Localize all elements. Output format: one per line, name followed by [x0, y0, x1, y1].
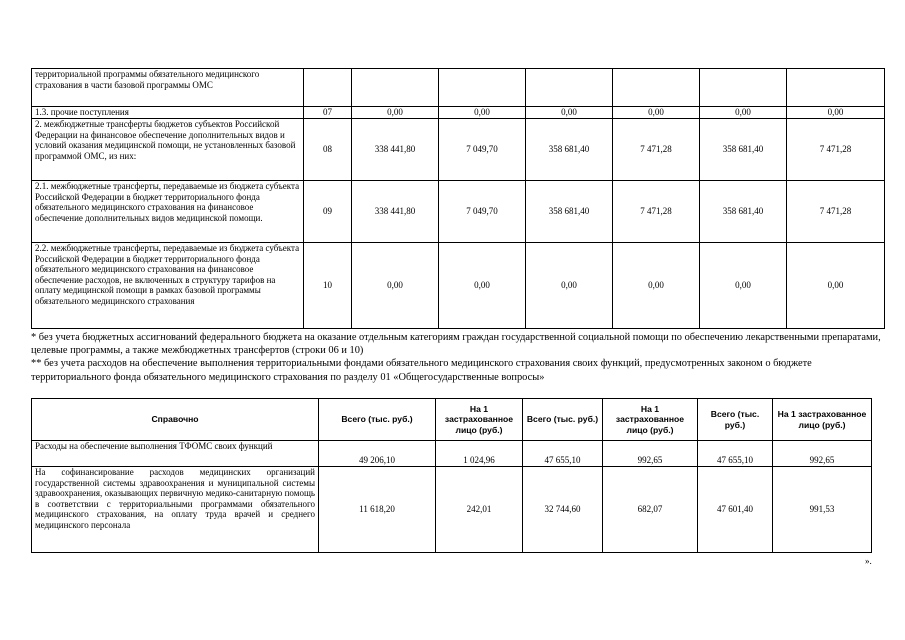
cell-value: 0,00 — [613, 107, 700, 119]
cell-value: 7 471,28 — [613, 181, 700, 243]
cell-value: 49 206,10 — [319, 441, 436, 467]
table-header-row — [32, 399, 872, 441]
cell-value: 992,65 — [603, 441, 698, 467]
cell-value: 7 049,70 — [439, 181, 526, 243]
table-row — [32, 181, 885, 243]
cell-value: 47 655,10 — [523, 441, 603, 467]
row-code: 07 — [304, 107, 352, 119]
footnote: ** без учета расходов на обеспечение выполнения территориальными фондами обязательного медицинского страхования своих функций, предусмотренных законом о бюджете территориального фонда обязательного медицинского страхования по разделу 01 «Общегосударственные вопросы» — [31, 358, 812, 383]
table-row — [32, 243, 885, 329]
row-label: Расходы на обеспечение выполнения ТФОМС своих функций — [32, 441, 319, 467]
cell-value: 0,00 — [439, 107, 526, 119]
row-code: 08 — [304, 119, 352, 181]
cell-value: 7 471,28 — [787, 119, 885, 181]
cell-value: 1 024,96 — [436, 441, 523, 467]
cell-value: 0,00 — [700, 243, 787, 329]
column-header: Всего (тыс. руб.) — [698, 399, 773, 441]
row-label: На софинансирование расходов медицинских организаций государственной системы здравоохранения и муниципальной системы здравоохранения, оказывающих первичную медико-санитарную помощь в соответствии с территориальными программами обязательного медицинского страхования, на оплату труда врачей и среднего медицинского персонала — [32, 467, 319, 553]
row-label: 1.3. прочие поступления — [32, 107, 304, 119]
row-label: 2.1. межбюджетные трансферты, передаваемые из бюджета субъекта Российской Федерации в бюджет территориального фонда обязательного медицинского страхования на финансовое обеспечение дополнительных видов медицинской помощи. — [32, 181, 304, 243]
cell-value: 358 681,40 — [700, 181, 787, 243]
cell-value — [352, 69, 439, 107]
column-header: Всего (тыс. руб.) — [523, 399, 603, 441]
cell-value — [526, 69, 613, 107]
table-row — [32, 107, 885, 119]
cell-value: 242,01 — [436, 467, 523, 553]
cell-value: 32 744,60 — [523, 467, 603, 553]
cell-value: 47 655,10 — [698, 441, 773, 467]
cell-value: 0,00 — [787, 107, 885, 119]
cell-value: 992,65 — [773, 441, 872, 467]
financing-table — [31, 68, 885, 329]
cell-value: 7 471,28 — [613, 119, 700, 181]
cell-value: 0,00 — [352, 243, 439, 329]
cell-value: 7 471,28 — [787, 181, 885, 243]
cell-value: 0,00 — [526, 107, 613, 119]
column-header: На 1 застрахованное лицо (руб.) — [436, 399, 523, 441]
cell-value: 0,00 — [787, 243, 885, 329]
cell-value — [439, 69, 526, 107]
column-header: Справочно — [32, 399, 319, 441]
cell-value — [787, 69, 885, 107]
cell-value: 11 618,20 — [319, 467, 436, 553]
row-label: территориальной программы обязательного медицинского страхования в части базовой программы ОМС — [32, 69, 304, 107]
row-code — [304, 69, 352, 107]
cell-value: 0,00 — [439, 243, 526, 329]
column-header: На 1 застрахованное лицо (руб.) — [603, 399, 698, 441]
row-label: 2. межбюджетные трансферты бюджетов субъектов Российской Федерации на финансовое обеспечение дополнительных видов и условий оказания медицинской помощи, не установленных базовой программой ОМС, из них: — [32, 119, 304, 181]
cell-value — [613, 69, 700, 107]
cell-value: 47 601,40 — [698, 467, 773, 553]
reference-table — [31, 398, 872, 553]
footnotes — [31, 331, 881, 384]
cell-value: 338 441,80 — [352, 181, 439, 243]
cell-value: 0,00 — [526, 243, 613, 329]
column-header: Всего (тыс. руб.) — [319, 399, 436, 441]
column-header: На 1 застрахованное лицо (руб.) — [773, 399, 872, 441]
closing-quote-mark: ». — [865, 556, 872, 566]
cell-value: 7 049,70 — [439, 119, 526, 181]
table-row — [32, 467, 872, 553]
cell-value: 0,00 — [700, 107, 787, 119]
cell-value: 358 681,40 — [700, 119, 787, 181]
cell-value: 991,53 — [773, 467, 872, 553]
cell-value: 0,00 — [352, 107, 439, 119]
cell-value: 358 681,40 — [526, 119, 613, 181]
row-label: 2.2. межбюджетные трансферты, передаваемые из бюджета субъекта Российской Федерации в бюджет территориального фонда обязательного медицинского страхования на финансовое обеспечение расходов, не включенных в структуру тарифов на оплату медицинской помощи в рамках базовой программы обязательного медицинского страхования — [32, 243, 304, 329]
cell-value: 682,07 — [603, 467, 698, 553]
table-row — [32, 441, 872, 467]
table-row — [32, 119, 885, 181]
cell-value: 0,00 — [613, 243, 700, 329]
table-row — [32, 69, 885, 107]
cell-value: 358 681,40 — [526, 181, 613, 243]
row-code: 09 — [304, 181, 352, 243]
footnote: * без учета бюджетных ассигнований федерального бюджета на оказание отдельным категориям граждан государственной социальной помощи по обеспечению лекарственными препаратами, целевые программы, а также межбюджетных трансфертов (строки 06 и 10) — [31, 332, 881, 357]
cell-value: 338 441,80 — [352, 119, 439, 181]
cell-value — [700, 69, 787, 107]
row-code: 10 — [304, 243, 352, 329]
